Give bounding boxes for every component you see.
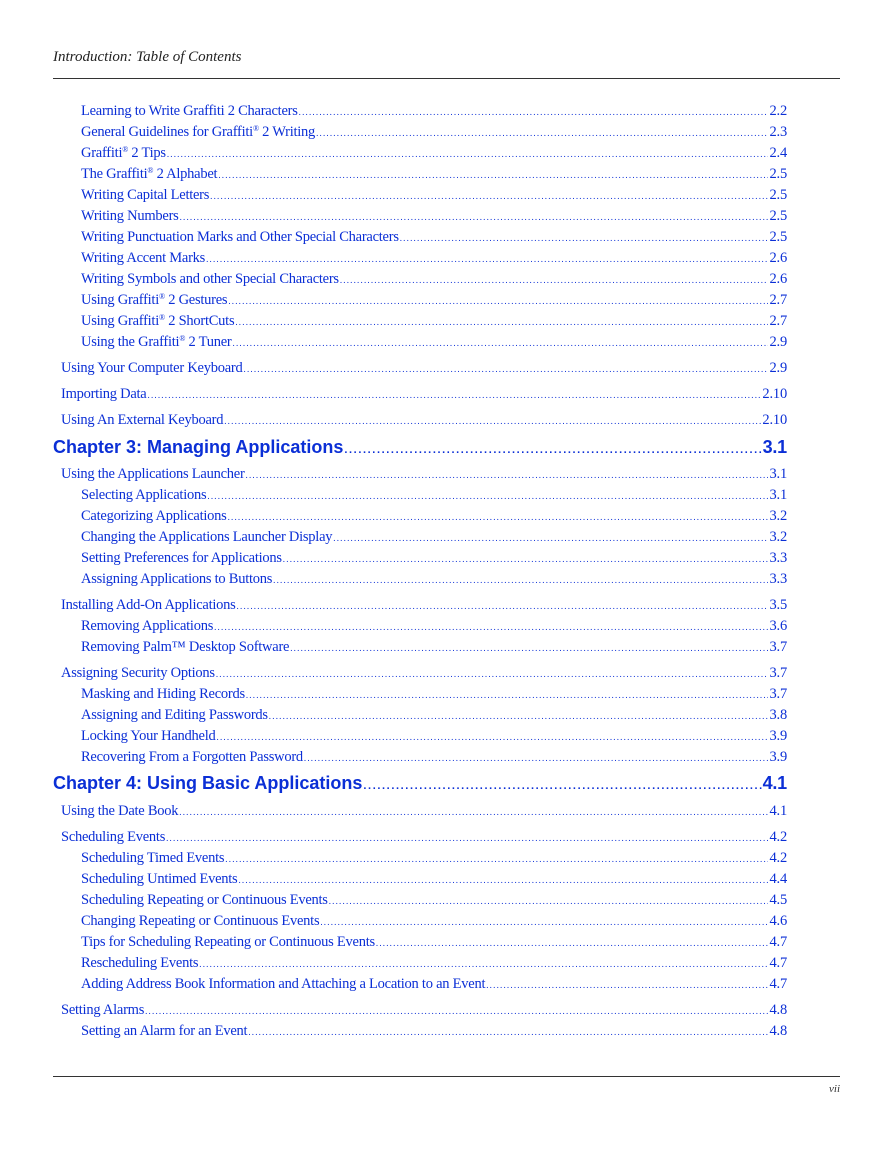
toc-page-number: 3.8 bbox=[769, 707, 787, 723]
footer-divider bbox=[53, 1076, 840, 1077]
toc-page-number: 3.7 bbox=[769, 665, 787, 681]
toc-entry-learning-to-write-graffiti-2-characters[interactable] bbox=[81, 101, 787, 121]
toc-entry-scheduling-untimed-events[interactable] bbox=[81, 869, 787, 889]
toc-leader-dots bbox=[199, 954, 768, 973]
toc-entry-removing-applications[interactable] bbox=[81, 616, 787, 636]
toc-entry-changing-repeating-events[interactable] bbox=[81, 911, 787, 931]
toc-leader-dots bbox=[225, 849, 768, 868]
toc-entry-masking-and-hiding-records[interactable] bbox=[81, 684, 787, 704]
toc-leader-dots bbox=[248, 1022, 768, 1041]
toc-entry-removing-palm-desktop-software[interactable] bbox=[81, 637, 787, 657]
toc-page-number: 2.6 bbox=[769, 250, 787, 266]
toc-page-number: 3.1 bbox=[769, 487, 787, 503]
toc-page-number: 2.10 bbox=[762, 412, 787, 428]
toc-page-number: 2.7 bbox=[769, 292, 787, 308]
toc-page-number: 3.2 bbox=[769, 508, 787, 524]
toc-entry-label: Writing Numbers bbox=[81, 208, 179, 224]
toc-entry-label: The Graffiti® 2 Alphabet bbox=[81, 166, 218, 182]
toc-entry-setting-preferences-for-applications[interactable] bbox=[81, 548, 787, 568]
toc-page-number: 3.5 bbox=[769, 597, 787, 613]
toc-entry-label: Writing Capital Letters bbox=[81, 187, 210, 203]
toc-entry-label: Installing Add-On Applications bbox=[61, 597, 236, 613]
toc-entry-label: Using the Date Book bbox=[61, 803, 179, 819]
toc-entry-importing-data[interactable] bbox=[61, 384, 787, 404]
toc-entry-writing-punctuation-marks[interactable] bbox=[81, 227, 787, 247]
toc-leader-dots bbox=[167, 144, 769, 163]
toc-leader-dots bbox=[304, 748, 769, 767]
registered-mark: ® bbox=[252, 124, 259, 133]
toc-entry-label: Recovering From a Forgotten Password bbox=[81, 749, 303, 765]
toc-page-number: 2.10 bbox=[762, 386, 787, 402]
toc-leader-dots bbox=[344, 438, 761, 459]
toc-entry-rescheduling-events[interactable] bbox=[81, 953, 787, 973]
toc-leader-dots bbox=[340, 270, 769, 289]
toc-entry-label: Selecting Applications bbox=[81, 487, 207, 503]
toc-leader-dots bbox=[237, 596, 769, 615]
toc-page-number: 2.5 bbox=[769, 166, 787, 182]
toc-entry-label: Masking and Hiding Records bbox=[81, 686, 245, 702]
toc-page-number: 3.7 bbox=[769, 686, 787, 702]
toc-entry-label: Scheduling Timed Events bbox=[81, 850, 225, 866]
toc-entry-using-the-date-book[interactable] bbox=[61, 801, 787, 821]
toc-leader-dots bbox=[316, 123, 768, 142]
toc-entry-using-the-applications-launcher[interactable] bbox=[61, 464, 787, 484]
toc-page-number: 3.3 bbox=[769, 571, 787, 587]
toc-entry-label: Scheduling Repeating or Continuous Events bbox=[81, 892, 328, 908]
toc-entry-label: Using the Graffiti® 2 Tuner bbox=[81, 334, 232, 350]
toc-page-number: 4.4 bbox=[769, 871, 787, 887]
toc-entry-label: Rescheduling Events bbox=[81, 955, 199, 971]
toc-entry-label: Using Graffiti® 2 Gestures bbox=[81, 292, 228, 308]
toc-entry-label: Using Your Computer Keyboard bbox=[61, 360, 243, 376]
toc-leader-dots bbox=[486, 975, 768, 994]
toc-entry-label: Locking Your Handheld bbox=[81, 728, 216, 744]
toc-entry-label: Adding Address Book Information and Attaching a Location to an Event bbox=[81, 976, 486, 992]
toc-page-number: 3.1 bbox=[769, 466, 787, 482]
registered-mark: ® bbox=[122, 145, 129, 154]
toc-page-number: 2.5 bbox=[769, 229, 787, 245]
toc-entry-writing-numbers[interactable] bbox=[81, 206, 787, 226]
toc-entry-scheduling-repeating-events[interactable] bbox=[81, 890, 787, 910]
toc-entry-label: Writing Accent Marks bbox=[81, 250, 206, 266]
toc-chapter-label: Chapter 4: Using Basic Applications bbox=[53, 773, 363, 793]
toc-entry-scheduling-timed-events[interactable] bbox=[81, 848, 787, 868]
toc-entry-label: Setting an Alarm for an Event bbox=[81, 1023, 248, 1039]
toc-leader-dots bbox=[216, 664, 769, 683]
toc-page-number: 4.8 bbox=[769, 1023, 787, 1039]
toc-leader-dots bbox=[145, 1001, 768, 1020]
toc-entry-setting-alarms[interactable] bbox=[61, 1000, 787, 1020]
toc-page-number: 4.6 bbox=[769, 913, 787, 929]
toc-page-number: 2.5 bbox=[769, 208, 787, 224]
toc-leader-dots bbox=[166, 828, 768, 847]
toc-page-number: 2.3 bbox=[769, 124, 787, 140]
toc-entry-label: Setting Alarms bbox=[61, 1002, 145, 1018]
toc-entry-using-graffiti-2-shortcuts[interactable] bbox=[81, 311, 787, 331]
toc-entry-label: Assigning Security Options bbox=[61, 665, 215, 681]
toc-entry-using-the-graffiti-2-tuner[interactable] bbox=[81, 332, 787, 352]
toc-entry-label: Changing Repeating or Continuous Events bbox=[81, 913, 320, 929]
toc-leader-dots bbox=[333, 528, 768, 547]
toc-entry-graffiti-2-tips[interactable] bbox=[81, 143, 787, 163]
toc-page-number: 2.6 bbox=[769, 271, 787, 287]
toc-entry-label: Setting Preferences for Applications bbox=[81, 550, 282, 566]
toc-leader-dots bbox=[269, 706, 769, 725]
toc-page-number: 3.1 bbox=[762, 437, 787, 457]
registered-mark: ® bbox=[159, 313, 165, 322]
toc-leader-dots bbox=[224, 411, 761, 430]
toc-leader-dots bbox=[228, 291, 768, 310]
registered-mark: ® bbox=[179, 334, 186, 343]
toc-entry-locking-your-handheld[interactable] bbox=[81, 726, 787, 746]
toc-leader-dots bbox=[238, 870, 768, 889]
toc-leader-dots bbox=[376, 933, 769, 952]
toc-chapter-4-heading[interactable] bbox=[53, 771, 787, 795]
toc-leader-dots bbox=[320, 912, 768, 931]
toc-page-number: 3.3 bbox=[769, 550, 787, 566]
toc-entry-label: Assigning Applications to Buttons bbox=[81, 571, 273, 587]
toc-leader-dots bbox=[228, 507, 769, 526]
toc-page-number: 2.2 bbox=[769, 103, 787, 119]
toc-page-number: 2.7 bbox=[769, 313, 787, 329]
toc-entry-label: Learning to Write Graffiti 2 Characters bbox=[81, 103, 298, 119]
toc-entry-label: Using the Applications Launcher bbox=[61, 466, 245, 482]
toc-entry-label: Writing Symbols and other Special Characters bbox=[81, 271, 339, 287]
toc-page-number: 4.5 bbox=[769, 892, 787, 908]
toc-leader-dots bbox=[206, 249, 768, 268]
toc-leader-dots bbox=[400, 228, 769, 247]
toc-entry-using-your-computer-keyboard[interactable] bbox=[61, 358, 787, 378]
toc-entry-selecting-applications[interactable] bbox=[81, 485, 787, 505]
toc-page-number: 4.2 bbox=[769, 850, 787, 866]
toc-entry-general-guidelines-for-graffiti-2-writing[interactable] bbox=[81, 122, 787, 142]
toc-entry-label: Assigning and Editing Passwords bbox=[81, 707, 268, 723]
toc-page-number: 4.7 bbox=[769, 976, 787, 992]
toc-leader-dots bbox=[235, 312, 768, 331]
toc-entry-assigning-and-editing-passwords[interactable] bbox=[81, 705, 787, 725]
toc-page-number: 2.4 bbox=[769, 145, 787, 161]
toc-entry-label: Tips for Scheduling Repeating or Continuous Events bbox=[81, 934, 375, 950]
toc-entry-installing-add-on-applications[interactable] bbox=[61, 595, 787, 615]
toc-leader-dots bbox=[207, 486, 768, 505]
toc-entry-label: Categorizing Applications bbox=[81, 508, 227, 524]
toc-entry-label: Writing Punctuation Marks and Other Special Characters bbox=[81, 229, 399, 245]
toc-page-number: 3.9 bbox=[769, 728, 787, 744]
toc-entry-label: Using Graffiti® 2 ShortCuts bbox=[81, 313, 235, 329]
toc-leader-dots bbox=[290, 638, 768, 657]
toc-leader-dots bbox=[273, 570, 768, 589]
toc-leader-dots bbox=[363, 774, 761, 795]
toc-leader-dots bbox=[179, 802, 768, 821]
toc-leader-dots bbox=[217, 727, 769, 746]
toc-page-number: 3.7 bbox=[769, 639, 787, 655]
toc-entry-tips-for-scheduling-repeating-events[interactable] bbox=[81, 932, 787, 952]
toc-entry-label: General Guidelines for Graffiti® 2 Writing bbox=[81, 124, 316, 140]
toc-entry-scheduling-events[interactable] bbox=[61, 827, 787, 847]
toc-chapter-label: Chapter 3: Managing Applications bbox=[53, 437, 344, 457]
toc-page-number: 4.1 bbox=[762, 773, 787, 793]
toc-page-number: 4.1 bbox=[769, 803, 787, 819]
page-number: vii bbox=[829, 1083, 840, 1095]
toc-leader-dots bbox=[244, 359, 769, 378]
toc-page-number: 3.6 bbox=[769, 618, 787, 634]
toc-leader-dots bbox=[329, 891, 769, 910]
registered-mark: ® bbox=[159, 292, 165, 301]
toc-entry-label: Using An External Keyboard bbox=[61, 412, 224, 428]
toc-entry-label: Changing the Applications Launcher Display bbox=[81, 529, 333, 545]
toc-entry-the-graffiti-2-alphabet[interactable] bbox=[81, 164, 787, 184]
toc-leader-dots bbox=[218, 165, 768, 184]
toc-page-number: 3.9 bbox=[769, 749, 787, 765]
toc-page-number: 4.7 bbox=[769, 934, 787, 950]
toc-page-number: 4.7 bbox=[769, 955, 787, 971]
toc-page-number: 4.2 bbox=[769, 829, 787, 845]
toc-leader-dots bbox=[233, 333, 769, 352]
toc-entry-assigning-security-options[interactable] bbox=[61, 663, 787, 683]
page-header-title: Introduction: Table of Contents bbox=[53, 49, 242, 65]
toc-entry-label: Importing Data bbox=[61, 386, 147, 402]
toc-leader-dots bbox=[299, 102, 769, 121]
toc-leader-dots bbox=[180, 207, 769, 226]
toc-entry-writing-capital-letters[interactable] bbox=[81, 185, 787, 205]
toc-leader-dots bbox=[246, 685, 769, 704]
toc-leader-dots bbox=[214, 617, 768, 636]
toc-entry-writing-symbols[interactable] bbox=[81, 269, 787, 289]
registered-mark: ® bbox=[147, 166, 154, 175]
toc-entry-using-graffiti-2-gestures[interactable] bbox=[81, 290, 787, 310]
toc-entry-recovering-from-forgotten-password[interactable] bbox=[81, 747, 787, 767]
toc-leader-dots bbox=[246, 465, 769, 484]
toc-chapter-3-heading[interactable] bbox=[53, 435, 787, 459]
toc-page-number: 2.9 bbox=[769, 334, 787, 350]
toc-entry-changing-launcher-display[interactable] bbox=[81, 527, 787, 547]
toc-page-number: 3.2 bbox=[769, 529, 787, 545]
toc-entry-categorizing-applications[interactable] bbox=[81, 506, 787, 526]
toc-entry-label: Scheduling Events bbox=[61, 829, 166, 845]
toc-entry-writing-accent-marks[interactable] bbox=[81, 248, 787, 268]
toc-entry-using-an-external-keyboard[interactable] bbox=[61, 410, 787, 430]
toc-entry-label: Scheduling Untimed Events bbox=[81, 871, 238, 887]
toc-page-number: 2.5 bbox=[769, 187, 787, 203]
toc-page-number: 4.8 bbox=[769, 1002, 787, 1018]
toc-entry-label: Removing Palm™ Desktop Software bbox=[81, 639, 290, 655]
toc-entry-setting-an-alarm-for-an-event[interactable] bbox=[81, 1021, 787, 1041]
toc-entry-label: Graffiti® 2 Tips bbox=[81, 145, 166, 161]
toc-entry-label: Removing Applications bbox=[81, 618, 214, 634]
toc-leader-dots bbox=[148, 385, 762, 404]
toc-page-number: 2.9 bbox=[769, 360, 787, 376]
toc-leader-dots bbox=[210, 186, 768, 205]
toc-entry-adding-address-book-information[interactable] bbox=[81, 974, 787, 994]
toc-entry-assigning-applications-to-buttons[interactable] bbox=[81, 569, 787, 589]
toc-leader-dots bbox=[283, 549, 769, 568]
